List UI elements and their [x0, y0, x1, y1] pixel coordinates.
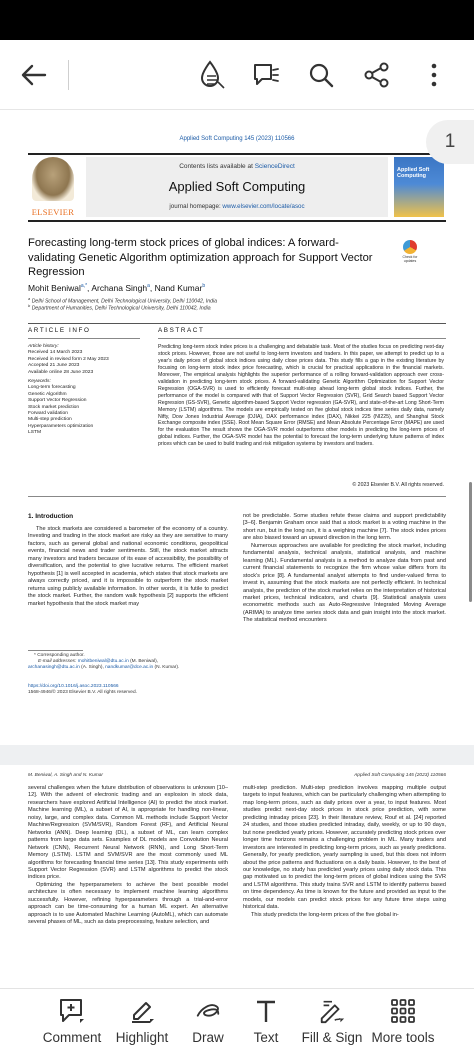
author-name: Mohit Beniwal — [28, 283, 81, 293]
cover-title: Applied Soft Computing — [397, 167, 430, 179]
draw-icon — [194, 997, 222, 1025]
paper-title: Forecasting long-term stock prices of global indices: A forward-validating Genetic Algorithm optimization approach for Support Vector Regression — [28, 237, 373, 278]
affiliation-text: Department of Humanities, Delhi Technological University, Delhi 110042, India — [31, 305, 211, 312]
tool-fill-sign[interactable] — [300, 989, 364, 1053]
affiliation-mark: a — [28, 296, 31, 301]
section-rule — [28, 496, 446, 497]
abstract-heading: ABSTRACT — [158, 327, 205, 334]
liquid-mode-icon[interactable] — [192, 55, 232, 95]
keyword: Multi-step prediction — [28, 417, 72, 423]
paragraph: Optimizing the hyperparameters to achieve the best possible model architecture is often necessary to implement machine learning algorithms successfully. However, refining hyperparameters through a trial-and-error approach can be time-consuming for a human ML expert. An alternative approach is to use Automated Machine Learning (AutoML), which can automate several phases of ML, such as data preprocessing, feature selection, and — [28, 881, 228, 926]
journal-header-box — [86, 157, 388, 217]
more-options-icon[interactable] — [414, 55, 454, 95]
footnote-rule — [28, 650, 83, 651]
back-arrow-icon[interactable] — [14, 55, 54, 95]
intro-right-column — [243, 513, 446, 625]
keyword: LSTM — [28, 430, 42, 436]
contents-available-line — [86, 163, 388, 170]
author-list: Mohit Beniwal$^{a,*}$, Archana Singh$^a$, Nand Kumar$^b$ — [28, 283, 206, 293]
tool-draw[interactable] — [186, 989, 230, 1053]
elsevier-logo — [28, 157, 78, 217]
section-rule — [28, 323, 446, 324]
page-number-badge[interactable]: 1 — [426, 120, 474, 164]
paragraph: Numerous approaches are available for predicting the stock market, including fundamental analysis, technical analysis, statistical analysis, and machine learning (ML). Fundamental analysis is a method to analyze data from past and current financial statements to recognize the firm whose value differs from its stock's price [8]. A fundamental analyst attempts to find under-valued firms to invest in, assuming that the stock markets are not perfectly efficient. In technical analysis, the prediction of the stock market relies on the interpretation of historical market prices, technical indicators, and charts [9]. Statistical analysis uses econometric methods such as Auto-Regressive Integrated Moving Average (ARIMA) to analyze time series stock data and gain insight into the stock market. The statistical method encounters — [243, 542, 446, 624]
running-header-journal: Applied Soft Computing 145 (2023) 110566 — [354, 773, 446, 778]
tool-text[interactable] — [244, 989, 288, 1053]
tool-highlight[interactable] — [112, 989, 172, 1053]
page2-left-column — [28, 785, 228, 927]
pdf-page-2 — [0, 765, 474, 990]
email-suffix: (A. Singh), — [79, 665, 106, 671]
share-icon[interactable] — [357, 55, 397, 95]
keyword: Hyperparameters optimization — [28, 423, 94, 429]
document-viewer[interactable] — [0, 110, 474, 990]
fill-sign-icon — [318, 997, 346, 1025]
email-suffix: (N. Kumar). — [153, 665, 180, 671]
journal-reference: Applied Soft Computing 145 (2023) 110566 — [179, 136, 295, 142]
tool-label: Draw — [192, 1030, 224, 1045]
tool-label: Comment — [42, 1030, 102, 1045]
keywords-label: Keywords: — [28, 379, 51, 385]
copyright-line: © 2023 Elsevier B.V. All rights reserved. — [352, 482, 444, 488]
paragraph: This study predicts the long-term prices of the five global in- — [251, 911, 399, 918]
author-affiliation-mark[interactable]: a — [147, 283, 150, 290]
email-label: E-mail addresses: — [38, 659, 78, 665]
elsevier-tree-icon — [32, 157, 74, 201]
issn-line: 1568-4946/© 2023 Elsevier B.V. All rights reserved. — [28, 690, 137, 696]
author-name: Archana Singh — [91, 283, 148, 293]
doi-block — [28, 684, 248, 696]
email-link[interactable]: nandkumar@dce.ac.in — [105, 665, 154, 671]
status-bar — [0, 0, 474, 40]
comment-list-icon[interactable] — [246, 55, 286, 95]
email-link[interactable]: mohitbeniwal@dtu.ac.in — [77, 659, 129, 665]
check-updates-icon — [403, 240, 417, 254]
doi-link[interactable]: https://doi.org/10.1016/j.asoc.2023.110566 — [28, 684, 119, 689]
bottom-toolbar — [0, 988, 474, 1053]
tool-more-tools[interactable] — [370, 989, 436, 1053]
sciencedirect-link[interactable]: ScienceDirect — [254, 163, 295, 170]
tool-label: More tools — [371, 1030, 435, 1045]
article-info-heading: ARTICLE INFO — [28, 327, 91, 334]
scrollbar-thumb[interactable] — [469, 482, 472, 602]
homepage-prefix: journal homepage: — [169, 203, 223, 210]
top-toolbar — [0, 40, 474, 110]
check-updates-label: Check for updates — [402, 255, 418, 263]
paragraph: not be predictable. Some studies refute these claims and support predictability [3–6]. Benjamin Graham once said that a stock market is a voting machine in the short run, but in the long run, it is a weighing machine [7]. The stock index prices are also biased toward an upward direction in the long term. — [243, 513, 446, 542]
keyword: Long-term forecasting — [28, 385, 76, 391]
footnote — [28, 653, 228, 672]
tool-label: Highlight — [115, 1030, 169, 1045]
keyword: Stock market prediction — [28, 404, 80, 410]
comment-add-icon — [58, 997, 86, 1025]
history-item: Accepted 21 June 2023 — [28, 363, 80, 369]
author-affiliation-mark[interactable]: a,* — [80, 283, 88, 290]
article-info-block — [28, 344, 140, 437]
journal-cover-thumbnail — [394, 157, 444, 217]
keyword: Forward validation — [28, 411, 68, 417]
info-rule — [28, 338, 140, 339]
publisher-name: ELSEVIER — [31, 207, 75, 217]
email-link[interactable]: archanasingh@dtu.ac.in — [28, 665, 80, 671]
author-name: Nand Kumar — [154, 283, 203, 293]
intro-left-column — [28, 526, 228, 608]
affiliation-mark: b — [28, 303, 31, 308]
search-icon[interactable] — [301, 55, 341, 95]
affiliation — [28, 303, 428, 312]
running-header-authors: M. Beniwal, A. Singh and N. Kumar — [28, 773, 104, 778]
history-item: Received in revised form 2 May 2023 — [28, 356, 109, 362]
header-rule-top — [28, 153, 446, 155]
highlighter-icon — [128, 997, 156, 1025]
page2-right-column — [243, 785, 446, 919]
text-icon — [252, 997, 280, 1025]
keyword: Support Vector Regression — [28, 398, 87, 404]
affiliation-text: Delhi School of Management, Delhi Technological University, Delhi 110042, India — [31, 298, 218, 305]
corresponding-author-note: * Corresponding author. — [34, 653, 85, 658]
pdf-page-1 — [0, 110, 474, 745]
header-rule-bottom — [28, 220, 446, 222]
journal-title: Applied Soft Computing — [168, 179, 306, 194]
paragraph: The stock markets are considered a barometer of the economy of a country. Investing and trading in the stock market are risky as they are sensitive to many factors, such as general global and national economic conditions, geopolitical events, financial news and trader sentiments. Still, the stock market attracts many investors and traders because of its ease of accessibility, the possibility of diversification, and the potential to give lucrative returns. The efficient market hypothesis [1] is well accepted in academia, which states that stock markets are always correctly priced, and it is impossible to outperform the stock market returns using publicly available information. In other words, it is futile to predict the stock market. Further, the random walk hypothesis [2] supports the efficient market hypothesis that the stock market may — [28, 526, 228, 607]
journal-homepage-line — [86, 203, 388, 210]
history-item: Received 14 March 2023 — [28, 350, 83, 356]
author-affiliation-mark[interactable]: b — [202, 283, 206, 290]
abstract-text: Predicting long-term stock index prices is a challenging and debatable task. Most of the studies focus on predicting next-day stock prices. However, those are not useful to long-term investors and traders. In this paper, we attempt to predict up to a year's daily prices of global stock indices using daily close prices data. This study fills a gap in the existing literature by focusing on long-term stock index price forecasting, which is crucial for practical applications in the financial markets. Moreover, The empirical analysis highlights the superior performance of a rolling forward-validation approach over cross-validation in predicting long-term stock prices. A forward-validating Genetic Algorithm Optimization for Support Vector Regression (OGA-SVR) is used to efficiently forecast multi-step ahead long-term global stock indices. Further, the performance of the model is compared with that of Support Vector Regression (SVR), Grid Search based Support Vector Regression (GS-SVR), Genetic algorithm-based Support Vector regression (GA-SVR), and state-of-the-art Long Short-Term Memory (LSTM) algorithms. The models are empirically tested on five global stock indices time series daily data, namely Nifty, Dow Jones Industrial Average (DJIA), DAX performance index (DAX), Nikkei 225 (NI225), and Shanghai Stock Exchange composite index (SSE). Root Mean Square Error (RMSE) and Mean Absolute Percentage Error (MAPE) are used for the evaluation The result shows the OGA-SVR model outperforms other models in predicting the long-term prices of global indices. Further, the OGA-SVR model has the potential to forecast the long-term underlying future patterns of index prices which can be used to build trading and risk mitigation systems by investors and traders. — [158, 344, 444, 448]
paragraph: several challenges when the future distribution of observations is unknown [10–12]. With the advent of electronic trading and an explosion in stock data, researchers have explored Artificial Intelligence (AI) to predict the stock market. Machine learning (ML), a subset of AI, is appropriate for handling non-linear, noisy, large, and complex data. Common ML methods include Support Vector Machine/Regression (SVM/SVR), Random Forest (RF), and Artificial Neural Networks (ANN). Deep learning (DL), a subset of ML, can learn complex patterns from large data sets. Examples of DL models are Convolution Neural Network (CNN), Recurrent Neural Network (RNN), and Long Short-Term Memory (LSTM). LSTM and SVM/SVR are the most commonly used ML algorithms for forecasting financial time series [13]. This study experiments with Support Vector Regression (SVR) and LSTM algorithms to predict the stock indices price. — [28, 785, 228, 881]
tool-label: Fill & Sign — [301, 1030, 363, 1045]
grid-icon — [389, 997, 417, 1025]
paragraph: multi-step prediction. Multi-step prediction involves mapping multiple output targets to input features, which can be particularly challenging when attempting to map long-term prices, such as daily prices over a year, to input features. Most studies predict next-day stock prices in stock price prediction, with some predicting intraday prices [23]. In their literature review, Rouf et al. [24] reported 24 studies, and those studies predicted intraday, daily, weekly, or up to 90 days, but none predicted yearly prices. However, accurately predicting stock prices over longer time horizons remains a challenging problem in ML. Many traders and investors are interested in predicting long-term prices, such as yearly predictions. Generally, for yearly prediction, yearly sampling is used, but this does not inform about the price patterns and fluctuations on a daily basis. However, to the best of our knowledge, no study has predicted yearly prices using daily stock data. This gap motivated us to predict the long-term prices of global indices using the SVR and LSTM algorithms. This study trains SVR and LSTM to identify patterns based on time dependency. As time is known for the future and provided as input to the models, our models can predict stock prices for any future time steps using historical data. — [243, 785, 446, 911]
tool-comment[interactable] — [40, 989, 104, 1053]
email-line — [28, 665, 228, 671]
introduction-heading: 1. Introduction — [28, 513, 74, 520]
abstract-rule — [158, 338, 446, 339]
keyword: Genetic Algorithm — [28, 391, 67, 397]
toolbar-divider — [68, 60, 69, 90]
email-suffix: (M. Beniwal), — [128, 659, 159, 665]
history-label: Article history: — [28, 344, 59, 349]
journal-homepage-link[interactable]: www.elsevier.com/locate/asoc — [222, 203, 305, 210]
history-item: Available online 28 June 2023 — [28, 369, 94, 375]
contents-prefix: Contents lists available at — [179, 163, 255, 170]
check-for-updates-badge[interactable] — [398, 240, 422, 266]
tool-label: Text — [253, 1030, 279, 1045]
